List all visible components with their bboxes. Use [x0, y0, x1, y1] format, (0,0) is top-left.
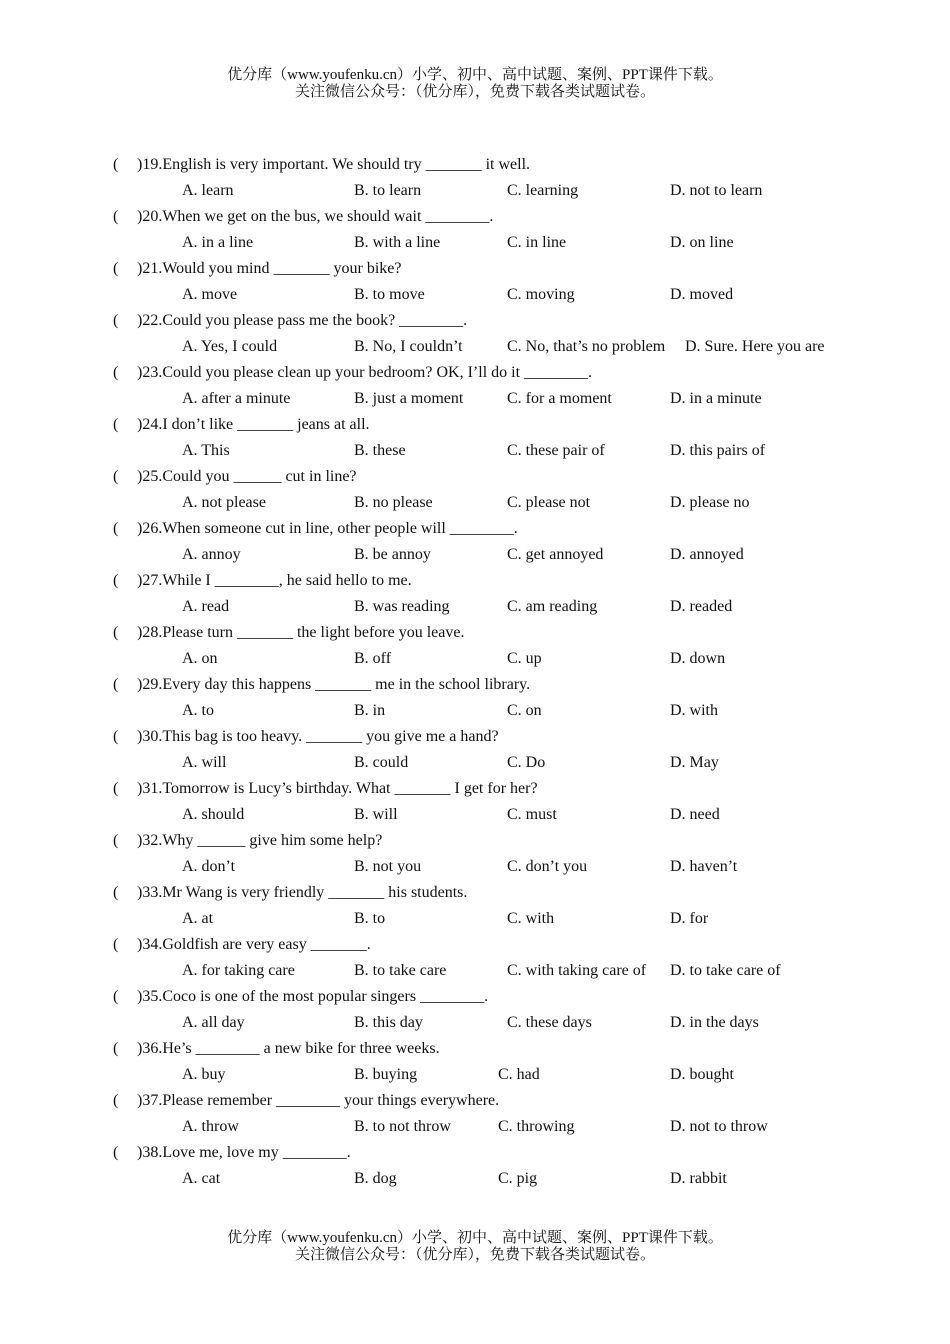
option-b: B. no please — [354, 494, 433, 511]
option-b: B. to not throw — [354, 1118, 451, 1135]
option-a: A. all day — [182, 1014, 245, 1031]
option-b: B. dog — [354, 1170, 397, 1187]
option-a: A. throw — [182, 1118, 239, 1135]
answer-blank: ( — [113, 780, 119, 797]
question-37 — [0, 1088, 950, 1140]
option-a: A. move — [182, 286, 238, 303]
option-d: D. not to throw — [670, 1118, 768, 1135]
question-text: )23.Could you please clean up your bedroom? OK, I’ll do it ________. — [137, 364, 593, 381]
question-22 — [0, 308, 950, 360]
option-b: B. will — [354, 806, 398, 823]
option-c: C. with taking care of — [507, 962, 647, 979]
question-29 — [0, 672, 950, 724]
question-26 — [0, 516, 950, 568]
page-header — [0, 67, 950, 101]
footer-line-2: 关注微信公众号：（优分库），免费下载各类试题试卷。 — [294, 1247, 655, 1263]
option-b: B. to — [354, 910, 386, 927]
option-d: D. need — [670, 806, 720, 823]
question-27 — [0, 568, 950, 620]
answer-blank: ( — [113, 208, 119, 225]
question-38 — [0, 1140, 950, 1192]
option-a: A. annoy — [182, 546, 241, 563]
option-b: B. to move — [354, 286, 425, 303]
option-d: D. haven’t — [670, 858, 738, 875]
option-b: B. could — [354, 754, 409, 771]
option-b: B. just a moment — [354, 390, 464, 407]
option-a: A. This — [182, 442, 230, 459]
option-a: A. for taking care — [182, 962, 295, 979]
answer-blank: ( — [113, 416, 119, 433]
option-c: C. pig — [498, 1170, 538, 1187]
question-text: )24.I don’t like _______ jeans at all. — [137, 416, 370, 433]
option-c: C. these days — [507, 1014, 592, 1031]
option-a: A. should — [182, 806, 245, 823]
option-b: B. not you — [354, 858, 422, 875]
option-d: D. not to learn — [670, 182, 763, 199]
option-b: B. was reading — [354, 598, 450, 615]
option-d: D. in a minute — [670, 390, 762, 407]
question-text: )35.Coco is one of the most popular singers ________. — [137, 988, 489, 1005]
option-b: B. in — [354, 702, 386, 719]
option-c: C. No, that’s no problem — [507, 338, 666, 355]
answer-blank: ( — [113, 728, 119, 745]
option-c: C. am reading — [507, 598, 598, 615]
page-footer — [0, 1230, 950, 1264]
question-text: )32.Why ______ give him some help? — [137, 832, 383, 849]
option-d: D. May — [670, 754, 719, 771]
question-text: )30.This bag is too heavy. _______ you give me a hand? — [137, 728, 499, 745]
option-a: A. Yes, I could — [182, 338, 278, 355]
question-text: )33.Mr Wang is very friendly _______ his students. — [137, 884, 468, 901]
answer-blank: ( — [113, 1092, 119, 1109]
answer-blank: ( — [113, 312, 119, 329]
option-a: A. don’t — [182, 858, 236, 875]
answer-blank: ( — [113, 624, 119, 641]
option-a: A. cat — [182, 1170, 221, 1187]
option-d: D. with — [670, 702, 718, 719]
option-d: D. please no — [670, 494, 750, 511]
option-d: D. on line — [670, 234, 734, 251]
question-text: )21.Would you mind _______ your bike? — [137, 260, 402, 277]
option-d: D. in the days — [670, 1014, 759, 1031]
question-text: )28.Please turn _______ the light before you leave. — [137, 624, 465, 641]
option-c: C. for a moment — [507, 390, 612, 407]
answer-blank: ( — [113, 832, 119, 849]
option-d: D. rabbit — [670, 1170, 727, 1187]
option-a: A. after a minute — [182, 390, 291, 407]
option-b: B. with a line — [354, 234, 441, 251]
question-text: )19.English is very important. We should try _______ it well. — [137, 156, 531, 173]
question-text: )20.When we get on the bus, we should wait ________. — [137, 208, 494, 225]
question-33 — [0, 880, 950, 932]
option-d: D. down — [670, 650, 726, 667]
option-d: D. for — [670, 910, 709, 927]
option-a: A. not please — [182, 494, 266, 511]
option-a: A. read — [182, 598, 230, 615]
answer-blank: ( — [113, 988, 119, 1005]
question-text: )37.Please remember ________ your things everywhere. — [137, 1092, 500, 1109]
option-c: C. Do — [507, 754, 546, 771]
option-c: C. must — [507, 806, 557, 823]
answer-blank: ( — [113, 364, 119, 381]
question-text: )27.While I ________, he said hello to me. — [137, 572, 412, 589]
option-d: D. this pairs of — [670, 442, 766, 459]
question-text: )29.Every day this happens _______ me in the school library. — [137, 676, 531, 693]
option-b: B. be annoy — [354, 546, 431, 563]
option-c: C. in line — [507, 234, 567, 251]
question-25 — [0, 464, 950, 516]
option-d: D. bought — [670, 1066, 734, 1083]
option-c: C. on — [507, 702, 542, 719]
option-c: C. throwing — [498, 1118, 575, 1135]
option-a: A. in a line — [182, 234, 254, 251]
question-28 — [0, 620, 950, 672]
answer-blank: ( — [113, 1040, 119, 1057]
answer-blank: ( — [113, 884, 119, 901]
option-b: B. to learn — [354, 182, 422, 199]
answer-blank: ( — [113, 156, 119, 173]
question-32 — [0, 828, 950, 880]
option-c: C. get annoyed — [507, 546, 604, 563]
option-c: C. moving — [507, 286, 575, 303]
header-line-2: 关注微信公众号：（优分库），免费下载各类试题试卷。 — [294, 84, 655, 100]
option-a: A. will — [182, 754, 227, 771]
option-a: A. on — [182, 650, 218, 667]
answer-blank: ( — [113, 260, 119, 277]
question-text: )22.Could you please pass me the book? ________. — [137, 312, 468, 329]
option-a: A. buy — [182, 1066, 226, 1083]
question-21 — [0, 256, 950, 308]
option-b: B. No, I couldn’t — [354, 338, 463, 355]
answer-blank: ( — [113, 1144, 119, 1161]
option-d: D. moved — [670, 286, 734, 303]
option-a: A. at — [182, 910, 214, 927]
option-c: C. please not — [507, 494, 591, 511]
header-line-1: 优分库（www.youfenku.cn）小学、初中、高中试题、案例、PPT课件下载。 — [227, 67, 723, 83]
option-b: B. off — [354, 650, 392, 667]
question-31 — [0, 776, 950, 828]
question-text: )31.Tomorrow is Lucy’s birthday. What _______ I get for her? — [137, 780, 538, 797]
question-text: )36.He’s ________ a new bike for three weeks. — [137, 1040, 440, 1057]
question-text: )38.Love me, love my ________. — [137, 1144, 351, 1161]
answer-blank: ( — [113, 936, 119, 953]
option-c: C. up — [507, 650, 542, 667]
question-23 — [0, 360, 950, 412]
option-d: D. to take care of — [670, 962, 781, 979]
option-a: A. learn — [182, 182, 234, 199]
question-20 — [0, 204, 950, 256]
option-c: C. don’t you — [507, 858, 588, 875]
option-c: C. learning — [507, 182, 579, 199]
option-d: D. readed — [670, 598, 733, 615]
option-c: C. these pair of — [507, 442, 605, 459]
question-24 — [0, 412, 950, 464]
option-d: D. Sure. Here you are — [685, 338, 825, 355]
footer-line-1: 优分库（www.youfenku.cn）小学、初中、高中试题、案例、PPT课件下载。 — [227, 1230, 723, 1246]
option-b: B. to take care — [354, 962, 447, 979]
question-text: )34.Goldfish are very easy _______. — [137, 936, 371, 953]
option-b: B. these — [354, 442, 406, 459]
question-36 — [0, 1036, 950, 1088]
answer-blank: ( — [113, 468, 119, 485]
question-34 — [0, 932, 950, 984]
option-c: C. with — [507, 910, 555, 927]
question-19 — [0, 152, 950, 204]
answer-blank: ( — [113, 572, 119, 589]
answer-blank: ( — [113, 676, 119, 693]
option-b: B. buying — [354, 1066, 418, 1083]
question-text: )25.Could you ______ cut in line? — [137, 468, 357, 485]
option-d: D. annoyed — [670, 546, 744, 563]
option-a: A. to — [182, 702, 214, 719]
question-text: )26.When someone cut in line, other people will ________. — [137, 520, 518, 537]
option-c: C. had — [498, 1066, 540, 1083]
option-b: B. this day — [354, 1014, 423, 1031]
question-30 — [0, 724, 950, 776]
answer-blank: ( — [113, 520, 119, 537]
question-35 — [0, 984, 950, 1036]
question-list — [0, 152, 950, 1192]
